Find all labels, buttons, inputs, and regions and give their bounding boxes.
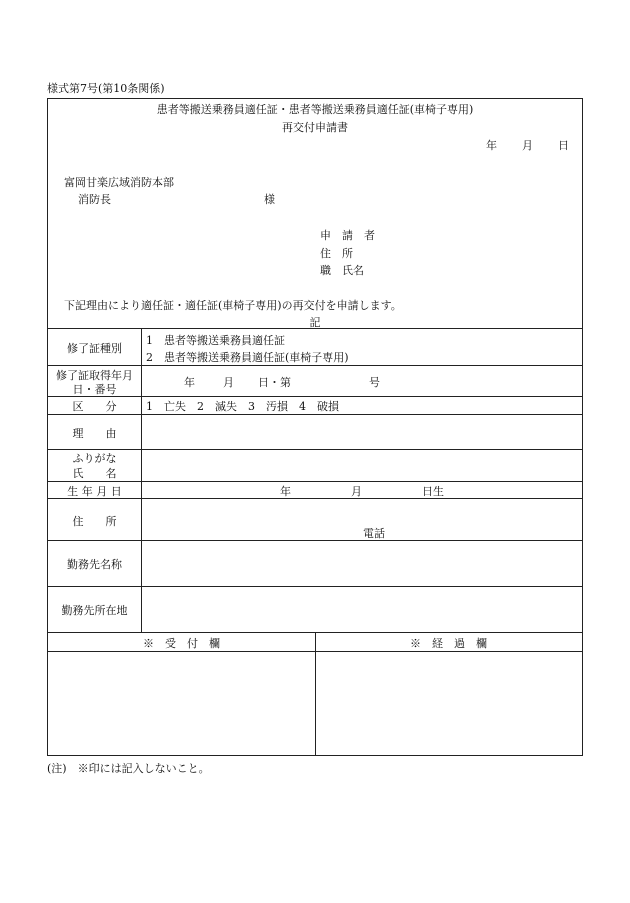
type-label: 修了証種別 [67,342,122,355]
acquisition-label-1: 修了証取得年月 [56,369,133,382]
date-year: 年 [486,139,497,152]
applicant-name: 職 氏名 [320,264,364,277]
category-options: 1 亡失 2 滅失 3 汚損 4 破損 [146,400,339,413]
name-label: 氏 名 [72,467,117,480]
application-form [47,98,583,633]
addressee-org: 富岡甘楽広域消防本部 [64,176,174,189]
acquisition-year: 年 [184,376,195,389]
applicant-label: 申 請 者 [320,229,375,242]
footnote: (注) ※印には記入しないこと。 [47,762,210,775]
acquisition-day-no: 日・第 [258,376,291,389]
form-number: 様式第7号(第10条関係) [47,82,165,95]
reason-label: 理 由 [72,427,117,440]
birth-day: 日生 [422,485,444,498]
acquisition-month: 月 [223,376,234,389]
workplace-address-label: 勤務先所在地 [61,604,128,617]
birth-year: 年 [280,485,291,498]
office-use-box [47,632,583,756]
date-month: 月 [522,139,533,152]
category-label: 区 分 [72,400,117,413]
reception-header: ※ 受 付 欄 [143,637,220,650]
type-option-2: 2 患者等搬送乗務員適任証(車椅子専用) [146,351,349,364]
form-title: 患者等搬送乗務員適任証・患者等搬送乗務員適任証(車椅子専用) [156,103,474,116]
ki-label: 記 [309,316,321,329]
phone-label: 電話 [363,527,385,540]
workplace-label: 勤務先名称 [67,558,122,571]
addressee-honorific: 様 [264,193,275,206]
form-subtitle: 再交付申請書 [282,121,348,134]
furigana-label: ふりがな [72,452,117,465]
acquisition-go: 号 [369,376,380,389]
request-text: 下記理由により適任証・適任証(車椅子専用)の再交付を申請します。 [64,299,402,312]
applicant-address: 住 所 [320,247,353,260]
address-label: 住 所 [72,515,117,528]
birth-label: 生 年 月 日 [67,485,122,498]
acquisition-label-2: 日・番号 [72,383,117,396]
date-day: 日 [558,139,569,152]
birth-month: 月 [351,485,362,498]
addressee-title: 消防長 [78,193,111,206]
type-option-1: 1 患者等搬送乗務員適任証 [146,334,285,347]
progress-header: ※ 経 過 欄 [410,637,487,650]
